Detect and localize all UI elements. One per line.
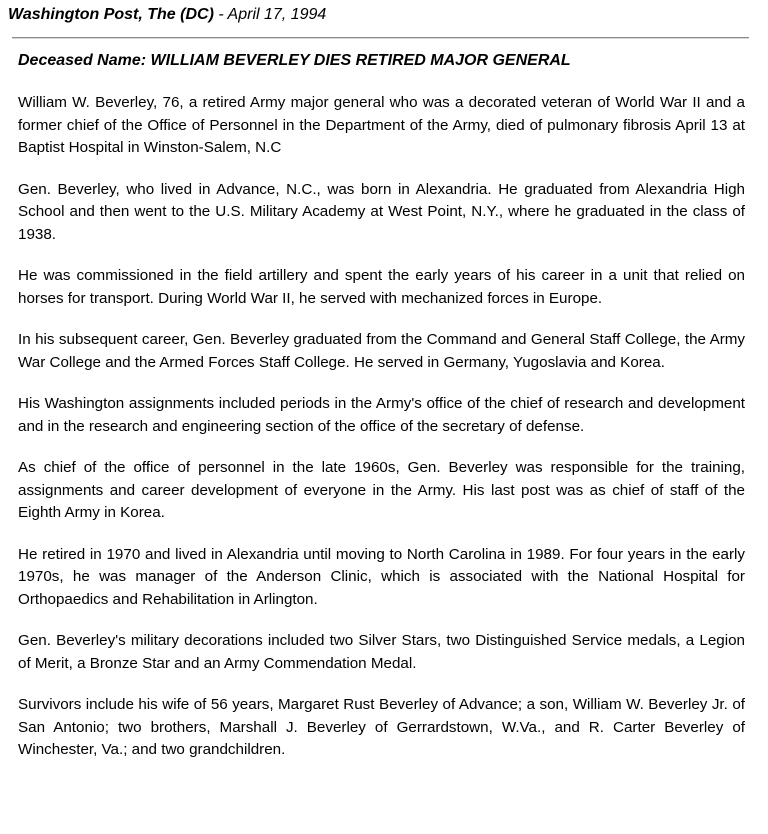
- article-paragraph: He was commissioned in the field artillery and spent the early years of his career in a unit that relied on horses for transport. During World War II, he served with mechanized forces in Europe.: [18, 267, 745, 307]
- article-paragraph: In his subsequent career, Gen. Beverley graduated from the Command and General Staff College, the Army War College and the Armed Forces Staff College. He served in Germany, Yugoslavia and Korea.: [18, 331, 745, 371]
- article-paragraph: As chief of the office of personnel in the late 1960s, Gen. Beverley was responsible for the training, assignments and career development of everyone in the Army. His last post was as chief of staff of the Eighth Army in Korea.: [18, 459, 745, 521]
- article-headline: Deceased Name: WILLIAM BEVERLEY DIES RETIRED MAJOR GENERAL: [18, 52, 571, 69]
- article-paragraph: Survivors include his wife of 56 years, Margaret Rust Beverley of Advance; a son, William W. Beverley Jr. of San Antonio; two brothers, Marshall J. Beverley of Gerrardstown, W.Va., and R. Carter Beverley of Winchester, Va.; and two grandchildren.: [18, 696, 745, 758]
- header-divider: [12, 37, 749, 39]
- article-paragraph: He retired in 1970 and lived in Alexandria until moving to North Carolina in 1989. For four years in the early 1970s, he was manager of the Anderson Clinic, which is associated with the National Hospital for Orthopaedics and Rehabilitation in Arlington.: [18, 545, 745, 608]
- masthead-separator: -: [213, 6, 228, 23]
- article-paragraph: Gen. Beverley's military decorations included two Silver Stars, two Distinguished Service medals, a Legion of Merit, a Bronze Star and an Army Commendation Medal.: [18, 632, 745, 672]
- publication-date: April 17, 1994: [227, 6, 327, 23]
- article-paragraph: His Washington assignments included periods in the Army's office of the chief of research and development and in the research and engineering section of the office of the secretary of defense.: [18, 395, 745, 435]
- article-body: [18, 92, 745, 781]
- masthead: [8, 5, 326, 25]
- article-paragraph: Gen. Beverley, who lived in Advance, N.C., was born in Alexandria. He graduated from Alexandria High School and then went to the U.S. Military Academy at West Point, N.Y., where he graduated in the class of 1938.: [18, 180, 745, 243]
- article-paragraph: William W. Beverley, 76, a retired Army major general who was a decorated veteran of World War II and a former chief of the Office of Personnel in the Department of the Army, died of pulmonary fibrosis April 13 at Baptist Hospital in Winston-Salem, N.C: [18, 94, 745, 156]
- publication-name: Washington Post, The (DC): [8, 6, 214, 23]
